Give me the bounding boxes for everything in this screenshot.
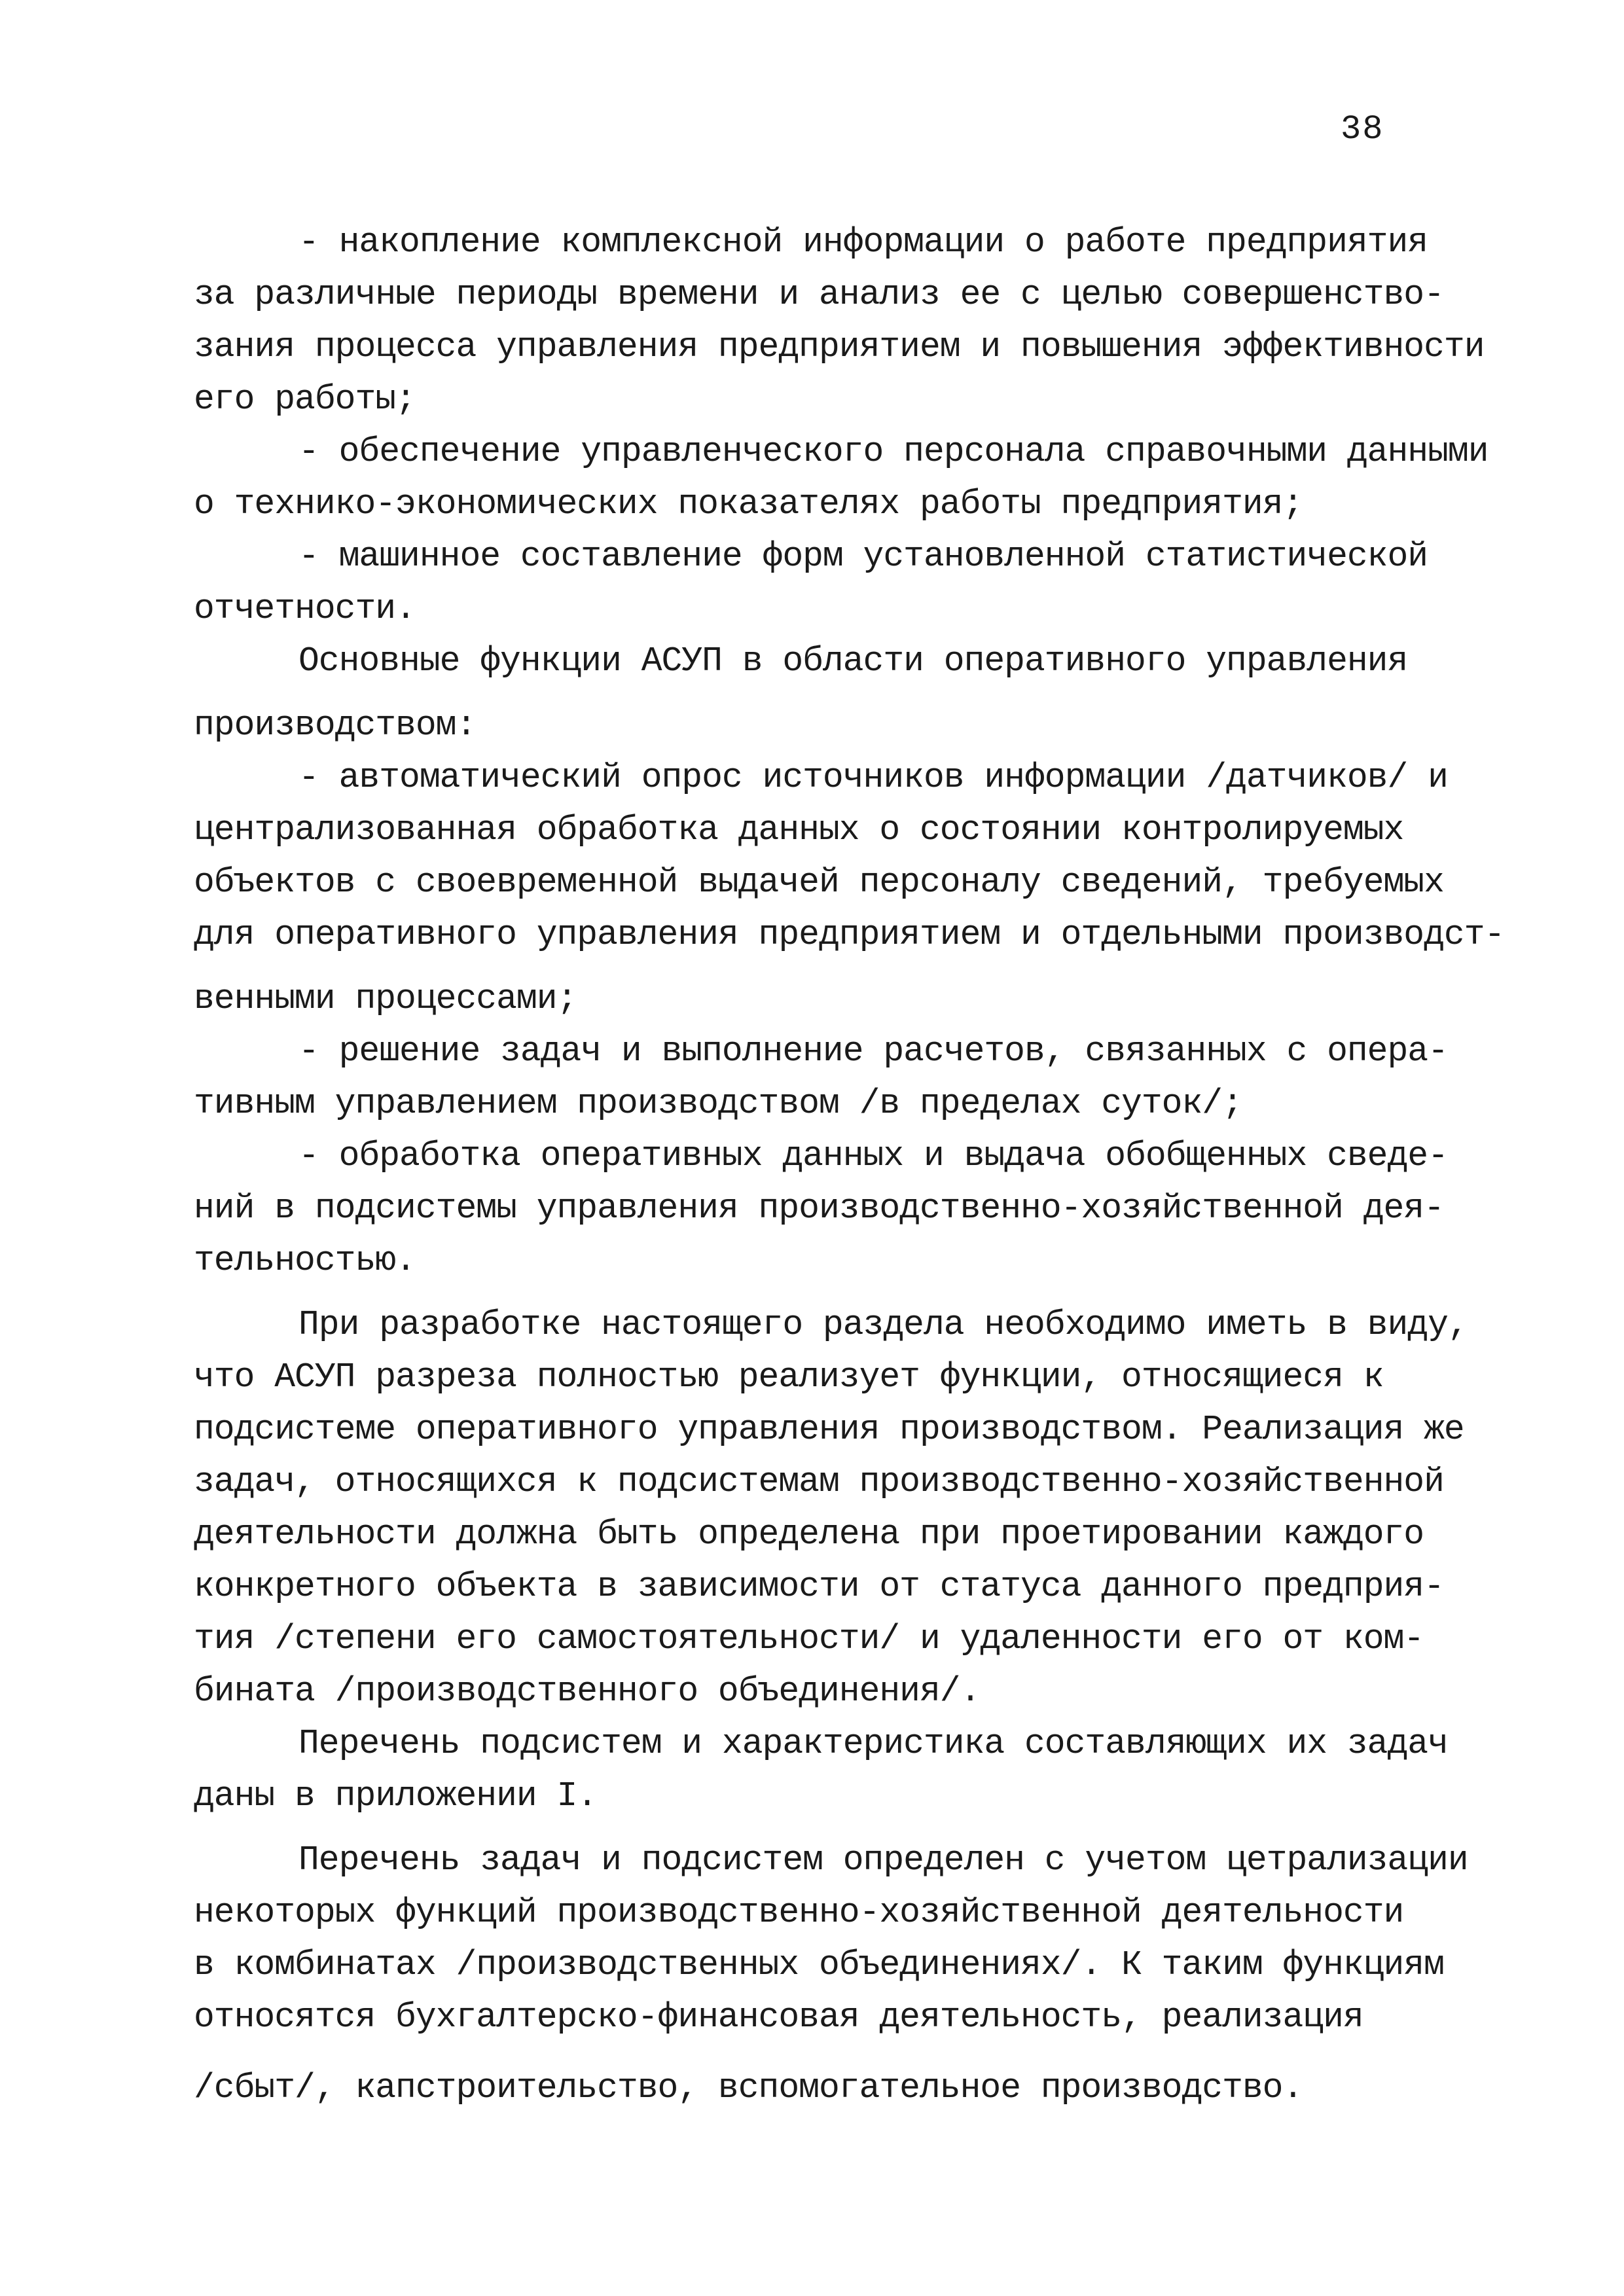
text-line: за различные периоды времени и анализ ее с целью совершенство- bbox=[194, 275, 1444, 314]
text-line: его работы; bbox=[194, 380, 416, 419]
page-number: 38 bbox=[1341, 110, 1384, 149]
text-line: конкретного объекта в зависимости от статуса данного предприя- bbox=[194, 1567, 1444, 1606]
text-line: Перечень задач и подсистем определен с учетом цетрализации bbox=[298, 1840, 1468, 1880]
text-line: венными процессами; bbox=[194, 979, 577, 1018]
text-line: - накопление комплексной информации о работе предприятия bbox=[298, 223, 1428, 262]
text-line: что АСУП разреза полностью реализует функции, относящиеся к bbox=[194, 1357, 1384, 1397]
text-line: централизованная обработка данных о состоянии контролируемых bbox=[194, 810, 1404, 850]
text-line: Перечень подсистем и характеристика составляющих их задач bbox=[298, 1724, 1448, 1763]
text-line: - обеспечение управленческого персонала справочными данными bbox=[298, 432, 1489, 471]
text-line: - решение задач и выполнение расчетов, связанных с опера- bbox=[298, 1031, 1448, 1071]
text-line: в комбинатах /производственных объединениях/. К таким функциям bbox=[194, 1945, 1444, 1984]
text-line: производством: bbox=[194, 706, 477, 745]
text-line: Основные функции АСУП в области оперативного управления bbox=[298, 641, 1408, 681]
document-body bbox=[194, 216, 1503, 2114]
text-line: даны в приложении I. bbox=[194, 1776, 598, 1816]
text-line: некоторых функций производственно-хозяйственной деятельности bbox=[194, 1893, 1404, 1932]
text-line: подсистеме оперативного управления производством. Реализация же bbox=[194, 1410, 1464, 1449]
text-line: бината /производственного объединения/. bbox=[194, 1672, 981, 1711]
text-line: относятся бухгалтерско-финансовая деятельность, реализация bbox=[194, 1998, 1363, 2037]
text-line: задач, относящихся к подсистемам производственно-хозяйственной bbox=[194, 1462, 1444, 1501]
text-line: При разработке настоящего раздела необходимо иметь в виду, bbox=[298, 1305, 1468, 1344]
text-line: - машинное составление форм установленной статистической bbox=[298, 537, 1428, 576]
text-line: объектов с своевременной выдачей персоналу сведений, требуемых bbox=[194, 863, 1444, 902]
text-line: - обработка оперативных данных и выдача обобщенных сведе- bbox=[298, 1136, 1448, 1175]
text-line: - автоматический опрос источников информации /датчиков/ и bbox=[298, 758, 1448, 797]
text-line: о технико-экономических показателях работы предприятия; bbox=[194, 484, 1303, 524]
text-line: зания процесса управления предприятием и повышения эффективности bbox=[194, 327, 1485, 367]
text-line: /сбыт/, капстроительство, вспомогательное производство. bbox=[194, 2068, 1303, 2108]
text-line: тивным управлением производством /в пределах суток/; bbox=[194, 1084, 1242, 1123]
text-line: тельностью. bbox=[194, 1241, 416, 1280]
text-line: ний в подсистемы управления производственно-хозяйственной дея- bbox=[194, 1189, 1444, 1228]
text-line: тия /степени его самостоятельности/ и удаленности его от ком- bbox=[194, 1619, 1424, 1659]
text-line: для оперативного управления предприятием и отдельными производст- bbox=[194, 915, 1505, 954]
text-line: отчетности. bbox=[194, 589, 416, 628]
text-line: деятельности должна быть определена при проетировании каждого bbox=[194, 1515, 1424, 1554]
